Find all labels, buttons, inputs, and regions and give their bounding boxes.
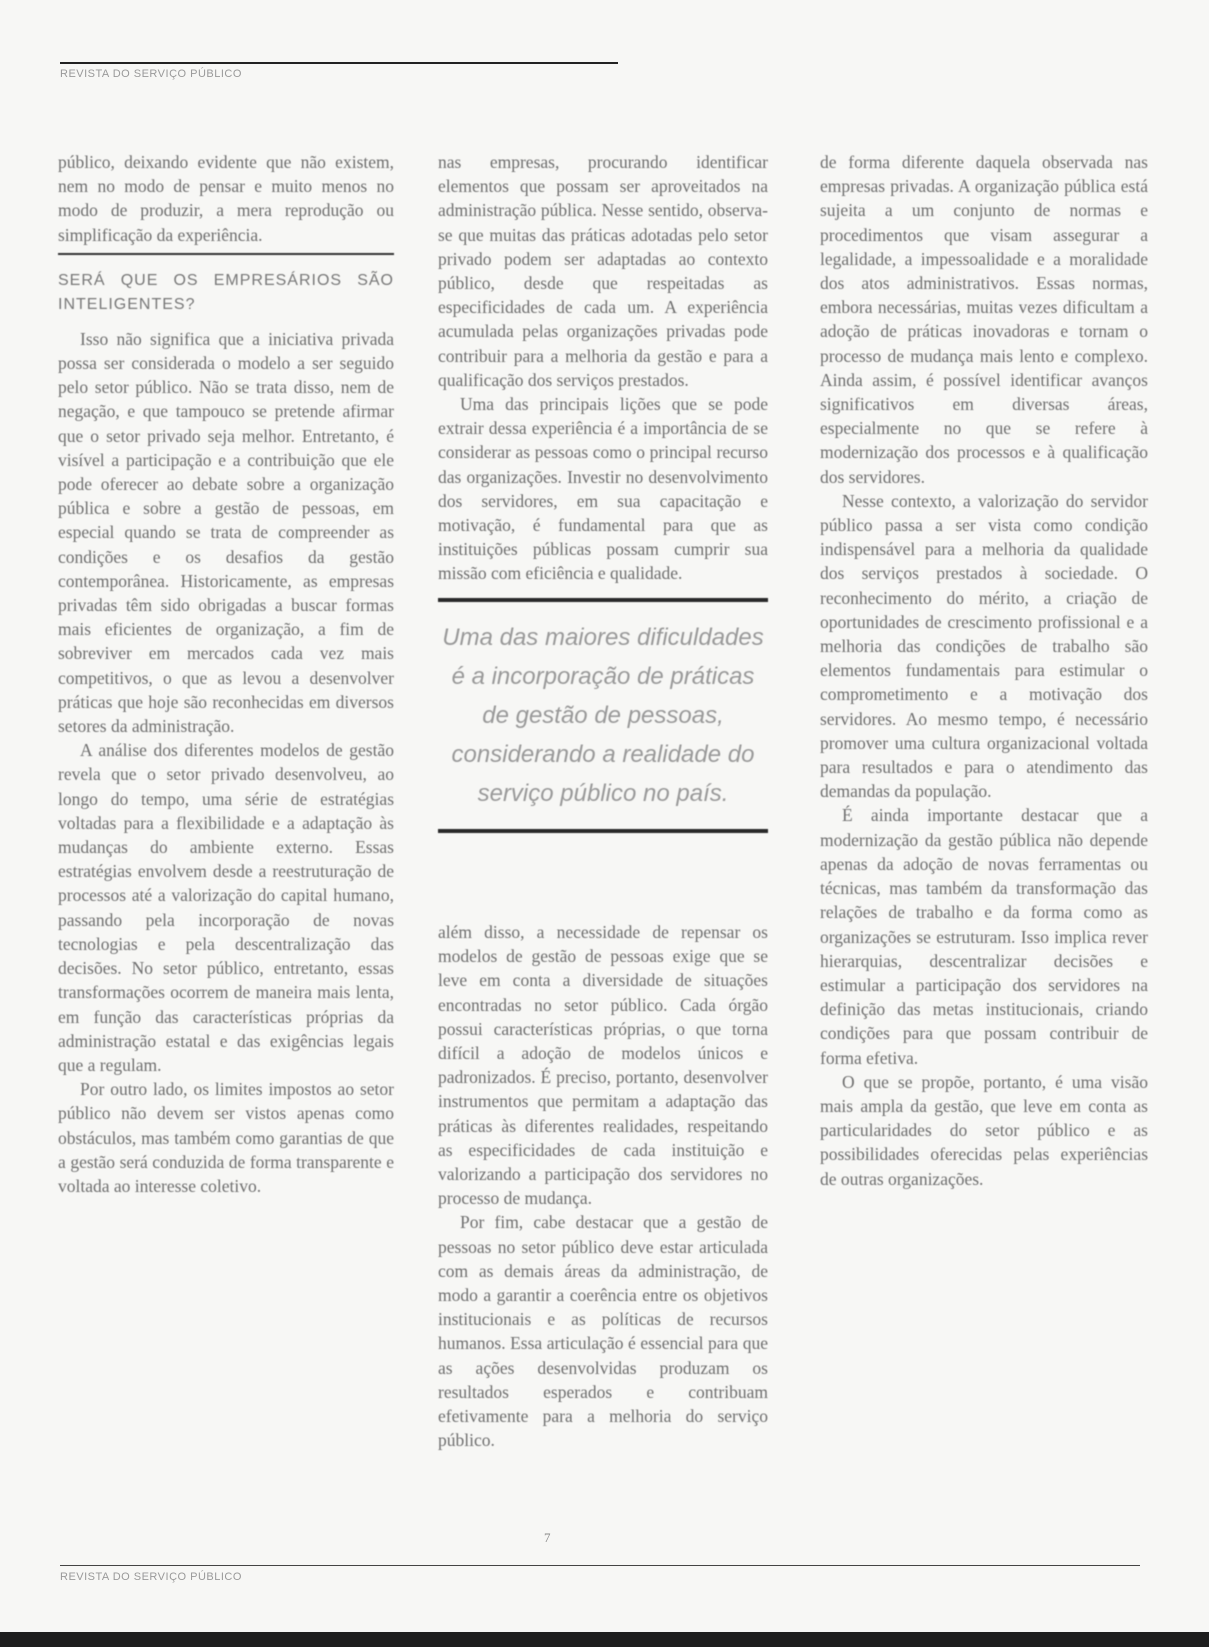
- intro-paragraph: público, deixando evidente que não existem, nem no modo de pensar e muito menos no modo de produzir, a mera reprodução ou simplificação da experiência.: [58, 152, 394, 245]
- pull-quote-text: Uma das maiores dificuldades é a incorporação de práticas de gestão de pessoas, considerando a realidade do serviço público no país.: [442, 623, 764, 807]
- pull-quote: [438, 598, 768, 833]
- top-rule: [60, 62, 618, 64]
- body-paragraph: além disso, a necessidade de repensar os modelos de gestão de pessoas exige que se leve em conta a diversidade de situações encontradas no setor público. Cada órgão possui características próprias, o que torna difícil a adoção de modelos únicos e padronizados. É preciso, portanto, desenvolver instrumentos que permitam a adaptação das práticas às diferentes realidades, respeitando as especificidades de cada instituição e valorizando a participação dos servidores no processo de mudança.: [438, 922, 768, 1209]
- body-paragraph: É ainda importante destacar que a modernização da gestão pública não depende apenas da adoção de novas ferramentas ou técnicas, mas também da transformação das relações de trabalho e da forma como as organizações se estruturam. Isso implica rever hierarquias, descentralizar decisões e estimular a participação dos servidores na definição das metas institucionais, criando condições para que possam contribuir de forma efetiva.: [820, 805, 1148, 1068]
- body-paragraph: Por fim, cabe destacar que a gestão de pessoas no setor público deve estar articulada com as demais áreas da administração, de modo a garantir a coerência entre os objetivos institucionais e as políticas de recursos humanos. Essa articulação é essencial para que as ações desenvolvidas produzam os resultados esperados e contribuam efetivamente para a melhoria do serviço público.: [438, 1212, 768, 1451]
- page-number: 7: [544, 1530, 551, 1545]
- body-paragraph: Por outro lado, os limites impostos ao setor público não devem ser vistos apenas como obstáculos, mas também como garantias de que a gestão será conduzida de forma transparente e voltada ao interesse coletivo.: [58, 1079, 394, 1196]
- section-rule: [58, 253, 394, 255]
- body-paragraph: Nesse contexto, a valorização do servidor público passa a ser vista como condição indispensável para a melhoria da qualidade dos serviços prestados à sociedade. O reconhecimento do mérito, a criação de oportunidades de crescimento profissional e a melhoria das condições de trabalho são elementos fundamentais para estimular o comprometimento e a motivação dos servidores. Ao mesmo tempo, é necessário promover uma cultura organizacional voltada para resultados e para o atendimento das demandas da população.: [820, 490, 1148, 802]
- running-head: REVISTA DO SERVIÇO PÚBLICO: [60, 68, 242, 80]
- body-paragraph: nas empresas, procurando identificar elementos que possam ser aproveitados na administração pública. Nesse sentido, observa-se que muitas das práticas adotadas pelo setor privado podem ser adaptadas ao contexto público, desde que respeitadas as especificidades de cada um. A experiência acumulada pelas organizações privadas pode contribuir para a melhoria da gestão e para a qualificação dos serviços prestados.: [438, 152, 768, 390]
- scan-bottom-edge: [0, 1632, 1209, 1647]
- body-paragraph: O que se propõe, portanto, é uma visão mais ampla da gestão, que leve em conta as particularidades do setor público e as possibilidades oferecidas pelas experiências de outras organizações.: [820, 1071, 1148, 1189]
- column-2-lower: [438, 920, 768, 1452]
- section-heading: SERÁ QUE OS EMPRESÁRIOS SÃO INTELIGENTES?: [58, 271, 394, 313]
- body-paragraph: de forma diferente daquela observada nas empresas privadas. A organização pública está sujeita a um conjunto de normas e procedimentos que visam assegurar a legalidade, a impessoalidade e a moralidade dos atos administrativos. Essas normas, embora necessárias, muitas vezes dificultam a adoção de práticas inovadoras e tornam o processo de mudança mais lento e complexo. Ainda assim, é possível identificar avanços significativos em diversas áreas, especialmente no que se refere à modernização dos processos e à qualificação dos servidores.: [820, 152, 1148, 487]
- body-paragraph: Uma das principais lições que se pode extrair dessa experiência é a importância de se considerar as pessoas como o principal recurso das organizações. Investir no desenvolvimento dos servidores, em sua capacitação e motivação, é fundamental para que as instituições públicas possam cumprir sua missão com eficiência e qualidade.: [438, 394, 768, 584]
- bottom-rule: [60, 1565, 1140, 1566]
- footer-text: REVISTA DO SERVIÇO PÚBLICO: [60, 1571, 242, 1583]
- body-paragraph: Isso não significa que a iniciativa privada possa ser considerada o modelo a ser seguido pelo setor público. Não se trata disso, nem de negação, e que tampouco se pretende afirmar que o setor privado seja melhor. Entretanto, é visível a participação e a contribuição que ele pode oferecer ao debate sobre a organização pública e sobre a gestão de pessoas, em especial quando se trata de compreender as condições e os desafios da gestão contemporânea. Historicamente, as empresas privadas têm sido obrigadas a buscar formas mais eficientes de organização, a fim de sobreviver em mercados cada vez mais competitivos, o que as levou a desenvolver práticas que hoje são reconhecidas em diversos setores da administração.: [58, 328, 394, 737]
- column-1: [58, 150, 394, 1198]
- column-3: [820, 150, 1148, 1191]
- pull-quote-bottom-rule: [438, 829, 768, 833]
- body-paragraph: A análise dos diferentes modelos de gestão revela que o setor privado desenvolveu, ao longo do tempo, uma série de estratégias voltadas para a flexibilidade e a adaptação às mudanças do ambiente externo. Essas estratégias envolvem desde a reestruturação de processos até a valorização do capital humano, passando pela incorporação de novas tecnologias e pela descentralização das decisões. No setor público, entretanto, essas transformações ocorrem de maneira mais lenta, em função das características próprias da administração estatal e das exigências legais que a regulam.: [58, 740, 394, 1075]
- column-2: [438, 150, 768, 845]
